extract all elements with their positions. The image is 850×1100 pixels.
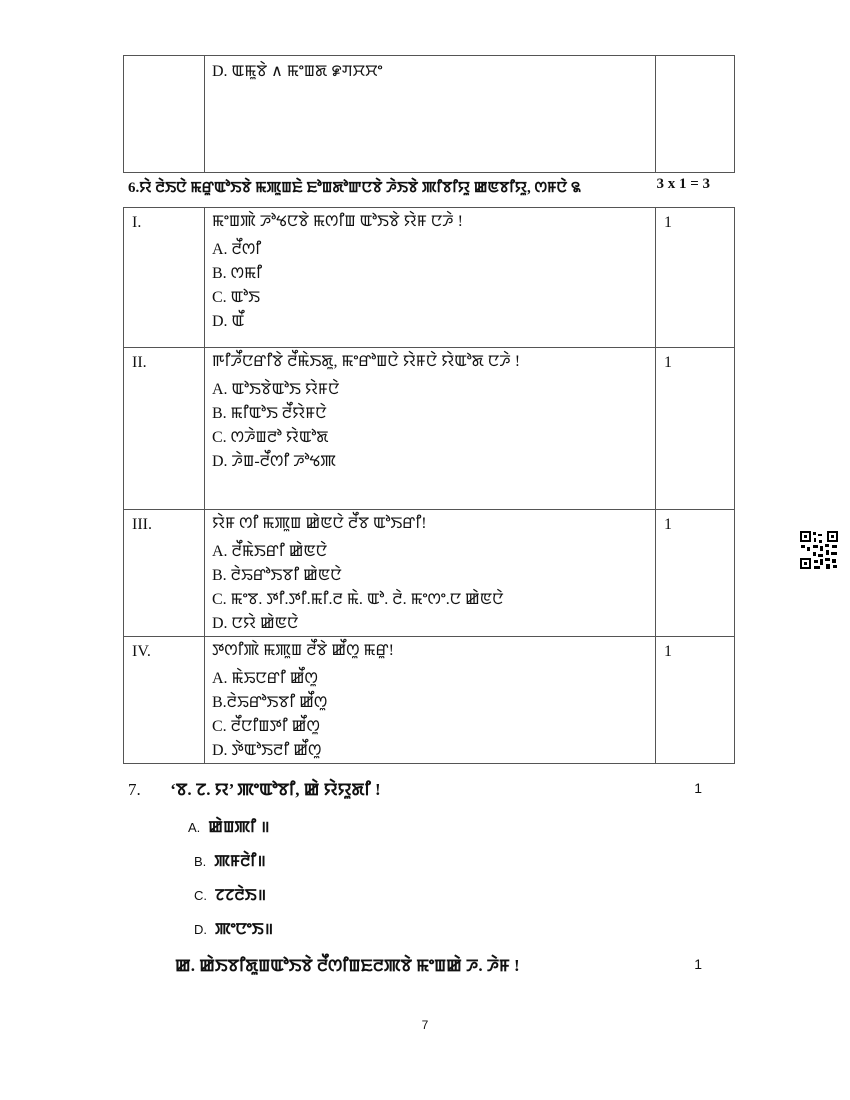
- question-marks: 1: [656, 208, 735, 348]
- page-number: 7: [421, 1018, 429, 1032]
- question-7: [128, 778, 712, 801]
- option-d: D. ꯇꯥꯑꯣꯏꯂꯤ ꯀꯩꯁꯨ: [212, 742, 322, 759]
- q7-option-a: [188, 815, 270, 838]
- table-row: [124, 56, 735, 173]
- section-heading-text: 6.ꯌꯥ ꯂꯥꯏꯅꯥ ꯃꯔꯨꯑꯣꯏꯕꯥ ꯃꯄꯨꯡꯐꯥ ꯐꯣꯡꯗꯣꯛꯅꯕꯥ ꯍꯥꯏꯕꯥ ꯄꯤꯕꯤꯌꯨ ꯀꯟꯕꯤꯌꯨ, ꯁꯝꯅꯥ ꯲: [128, 180, 581, 196]
- question-number: IV.: [124, 637, 205, 764]
- question-number-cell: [124, 56, 205, 173]
- option-a: A. ꯃꯥꯢꯅꯔꯤ ꯀꯩꯁꯨ: [212, 670, 318, 687]
- question-8: [175, 954, 712, 977]
- option-d: D. ꯑꯩ: [212, 313, 245, 330]
- table-row: [124, 637, 735, 764]
- q7-option-c-text: ꯖꯖꯂꯥꯏ॥: [215, 887, 267, 904]
- q7-option-b: [194, 849, 266, 872]
- question-marks: 1: [656, 637, 735, 764]
- option-b: B. ꯂꯥꯢꯔꯣꯏꯕꯤ ꯀꯥꯟꯅꯥ: [212, 567, 342, 584]
- question-7-text: ‘ꯕ. ꯖ. ꯌ’ ꯄꯦꯑꯣꯕꯤ, ꯀꯥ ꯌꯥꯌꯨꯗꯤ !: [170, 780, 381, 799]
- marks-cell: [656, 56, 735, 173]
- question-marks: 1: [656, 510, 735, 637]
- question-number: III.: [124, 510, 205, 637]
- q7-option-d-text: ꯄꯦꯅꯦꯏ॥: [215, 921, 274, 938]
- question-text: ꯒꯤꯍꯩꯅꯔꯤꯕꯥ ꯂꯩꯃꯥꯏꯗꯨ, ꯃꯦꯔꯣꯡꯅꯥ ꯌꯥꯝꯅꯥ ꯌꯥꯑꯣꯗ ꯅꯍꯥ !: [212, 353, 521, 370]
- table-row: [124, 510, 735, 637]
- q7-option-b-text: ꯄꯝꯂꯥꯤ॥: [214, 853, 266, 870]
- question-7-number: 7.: [128, 780, 141, 799]
- q7-option-c: [194, 883, 266, 906]
- q7-option-a-label: A.: [188, 820, 201, 835]
- top-continuation-table: [123, 55, 735, 173]
- option-a: A. ꯂꯩꯁꯤ: [212, 241, 262, 258]
- question-7-marks: 1: [694, 780, 702, 796]
- question-body: [205, 348, 656, 510]
- option-c: C. ꯃꯦꯕ. ꯇꯤ.ꯇꯤ.ꯃꯤ.ꯂ ꯃꯥ. ꯑꯣ. ꯂꯥ. ꯃꯦꯁꯦ.ꯅ ꯀꯥꯟꯅꯥ: [212, 591, 504, 608]
- option-c: C. ꯑꯣꯏ: [212, 289, 260, 306]
- option-c: C. ꯁꯍꯥꯡꯂꯣ ꯌꯥꯑꯣꯗ: [212, 429, 329, 446]
- question-8-text: ꯀ. ꯀꯥꯏꯕꯤꯗꯨꯡꯑꯣꯏꯕꯥ ꯂꯩꯁꯤꯡꯐꯂꯄꯕꯥ ꯃꯦꯡꯀꯥ ꯍ. ꯍꯥꯝ !: [175, 956, 520, 975]
- section-heading: [128, 176, 712, 197]
- table-row: [124, 208, 735, 348]
- q7-option-d-label: D.: [194, 922, 207, 937]
- table-row: [124, 348, 735, 510]
- q7-option-b-label: B.: [194, 854, 207, 869]
- option-b: B. ꯃꯤꯑꯣꯏ ꯂꯩꯌꯥꯝꯅꯥ: [212, 405, 327, 422]
- option-b: B.ꯂꯥꯢꯔꯣꯏꯕꯤ ꯀꯩꯁꯨ: [212, 694, 328, 711]
- question-body: [205, 637, 656, 764]
- option-d: D. ꯑꯃꯨꯕꯥ ∧ ꯃꯦꯡꯗ ꯹ꯚꯆꯆꯦ: [212, 63, 383, 80]
- question-8-marks: 1: [694, 956, 702, 972]
- question-text: ꯌꯥꯝ ꯁꯤ ꯃꯄꯨꯡ ꯀꯥꯟꯅꯥ ꯂꯩꯕ ꯑꯣꯏꯔꯤ!: [212, 515, 427, 532]
- q7-option-d: [194, 917, 273, 940]
- option-b: B. ꯁꯃꯤ: [212, 265, 262, 282]
- option-a: A. ꯂꯩꯃꯥꯏꯔꯤ ꯀꯥꯟꯅꯥ: [212, 543, 328, 560]
- question-text: ꯇꯁꯤꯄꯥ ꯃꯄꯨꯡ ꯂꯩꯕꯥ ꯀꯩꯁꯨ ꯃꯔꯨ!: [212, 642, 394, 659]
- question-body: [205, 208, 656, 348]
- question-text-cell: [205, 56, 656, 173]
- qr-code-icon: [799, 530, 839, 570]
- option-d: D. ꯅꯌꯥ ꯀꯥꯟꯅꯥ: [212, 615, 299, 632]
- question-body: [205, 510, 656, 637]
- option-a: A. ꯑꯣꯏꯕꯥꯑꯣꯏ ꯌꯥꯝꯅꯥ: [212, 381, 340, 398]
- section-marks: 3 x 1 = 3: [656, 176, 710, 192]
- option-d: D. ꯍꯥꯡ-ꯂꯩꯁꯤ ꯍꯣꯠꯄ: [212, 453, 336, 470]
- q7-option-c-label: C.: [194, 888, 207, 903]
- question-number: I.: [124, 208, 205, 348]
- question-marks: 1: [656, 348, 735, 510]
- question-text: ꯃꯦꯡꯄꯥ ꯍꯣꯠꯅꯕꯥ ꯃꯁꯤꯡ ꯑꯣꯏꯕꯥ ꯌꯥꯝ ꯅꯍꯥ !: [212, 213, 463, 230]
- questions-table: [123, 207, 735, 764]
- q7-option-a-text: ꯀꯥꯡꯄꯤ ॥: [208, 819, 270, 836]
- option-c: C. ꯂꯩꯅꯤꯡꯇꯤ ꯀꯩꯁꯨ: [212, 718, 320, 735]
- question-number: II.: [124, 348, 205, 510]
